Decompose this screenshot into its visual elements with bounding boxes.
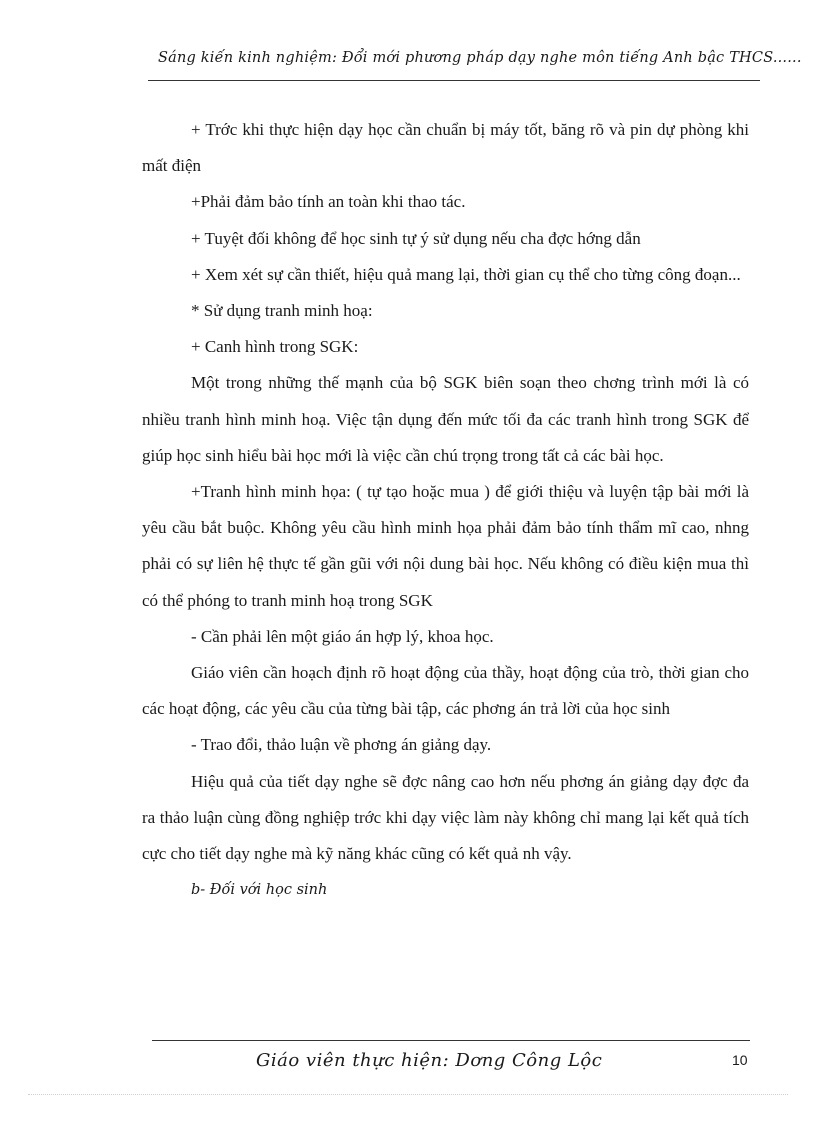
paragraph-illustrations-heading: * Sử dụng tranh minh hoạ: <box>191 301 373 321</box>
paragraph-illustration-requirements: +Tranh hình minh họa: ( tự tạo hoặc mua ) để giới thiệu và luyện tập bài mới là yêu cầu bắt buộc. Không yêu cầu hình minh họa phải đảm bảo tính thẩm mĩ cao, nhng phải có sự liên hệ thực tế gần gũi với nội dung bài học. Nếu không có điều kiện mua thì có thể phóng to tranh minh hoạ trong SGK <box>142 482 749 610</box>
subheading-for-students: b- Đối với học sinh <box>191 882 328 899</box>
paragraph-prepare-equipment: + Trớc khi thực hiện dạy học cần chuẩn bị máy tốt, băng rõ và pin dự phòng khi mất điện <box>142 120 749 176</box>
paragraph-lesson-plan: - Cần phải lên một giáo án hợp lý, khoa học. <box>191 626 494 646</box>
paragraph-safety: +Phải đảm bảo tính an toàn khi thao tác. <box>191 192 466 212</box>
footer-divider <box>152 1040 750 1041</box>
paragraph-consider-efficiency: + Xem xét sự cần thiết, hiệu quả mang lại, thời gian cụ thể cho từng công đoạn... <box>191 264 741 284</box>
paragraph-sgk-strengths: Một trong những thế mạnh của bộ SGK biên soạn theo chơng trình mới là có nhiều tranh hình minh hoạ. Việc tận dụng đến mức tối đa các tranh hình trong SGK để giúp học sinh hiểu bài học mới là việc cần chú trọng trong tất cả các bài học. <box>142 373 749 465</box>
paragraph-sgk-images-heading: + Canh hình trong SGK: <box>191 337 359 357</box>
header-divider <box>148 80 760 81</box>
paragraph-discussion: - Trao đổi, thảo luận về phơng án giảng dạy. <box>191 735 492 755</box>
paragraph-effectiveness: Hiệu quả của tiết dạy nghe sẽ đợc nâng cao hơn nếu phơng án giảng dạy đợc đa ra thảo luận cùng đồng nghiệp trớc khi dạy việc làm này không chỉ mang lại kết quả tích cực cho tiết dạy nghe mà kỹ năng khác cũng có kết quả nh vậy. <box>142 771 749 864</box>
document-body <box>142 112 749 908</box>
paragraph-teacher-planning: Giáo viên cần hoạch định rõ hoạt động của thầy, hoạt động của trò, thời gian cho các hoạt động, các yêu cầu của từng bài tập, các phơng án trả lời của học sinh <box>142 663 749 719</box>
page-number: 10 <box>732 1052 748 1068</box>
footer-author: Giáo viên thực hiện: Dơng Công Lộc <box>256 1050 603 1071</box>
header-title: Sáng kiến kinh nghiệm: Đổi mới phương pháp dạy nghe môn tiếng Anh bậc THCS...... <box>158 50 802 66</box>
page-edge-dotted-line <box>28 1094 788 1095</box>
paragraph-no-student-use: + Tuyệt đối không để học sinh tự ý sử dụng nếu cha đợc hớng dẫn <box>191 228 641 248</box>
